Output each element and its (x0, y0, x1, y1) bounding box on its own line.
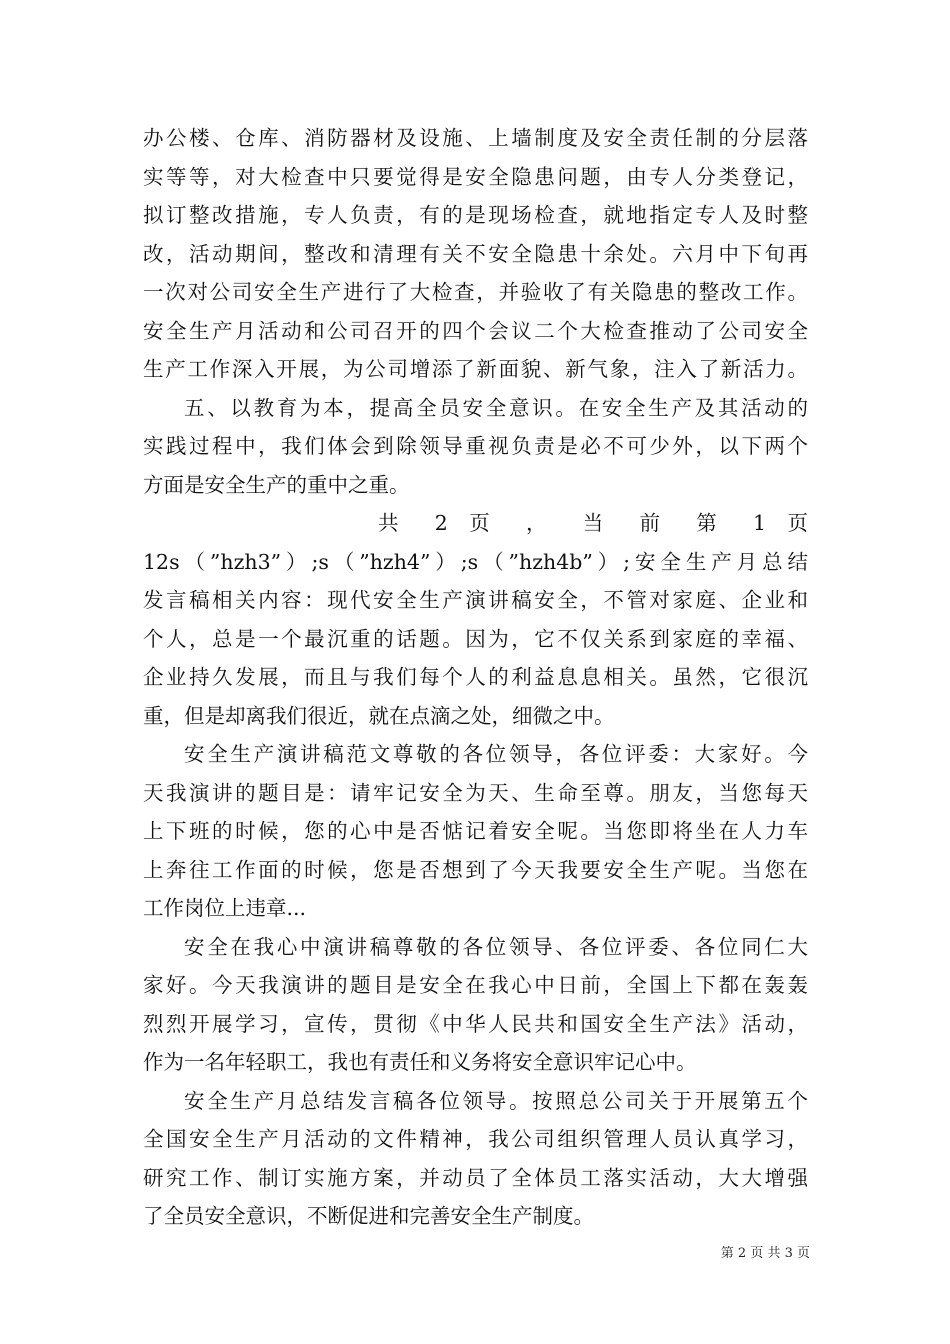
text-line: 全国安全生产月活动的文件精神，我公司组织管理人员认真学习， (143, 1127, 808, 1151)
text-line: 生产工作深入开展，为公司增添了新面貌、新气象，注入了新活力。 (143, 357, 808, 381)
text-line: 作为一名年轻职工，我也有责任和义务将安全意识牢记心中。 (143, 1050, 697, 1074)
text-line: 拟订整改措施，专人负责，有的是现场检查，就地指定专人及时整 (143, 203, 808, 227)
text-line: 烈烈开展学习，宣传，贯彻《中华人民共和国安全生产法》活动， (143, 1011, 808, 1036)
text-line: 天我演讲的题目是：请牢记安全为天、生命至尊。朋友，当您每天 (143, 780, 808, 805)
text-line: 家好。今天我演讲的题目是安全在我心中日前，全国上下都在轰轰 (143, 973, 808, 997)
text-line: 12s（”hzh3”）;s（”hzh4”）;s（”hzh4b”）;安全生产月总结 (143, 549, 808, 574)
text-line: 上下班的时候，您的心中是否惦记着安全呢。当您即将坐在人力车 (143, 819, 808, 843)
paragraph-first-line: 安全在我心中演讲稿尊敬的各位领导、各位评委、各位同仁大 (184, 934, 808, 959)
inline-page-counter: 共 2 页 ， 当 前 第 1 页 (378, 511, 808, 535)
text-line: 个人，总是一个最沉重的话题。因为，它不仅关系到家庭的幸福、 (143, 626, 808, 651)
document-body (143, 119, 808, 1236)
text-line: 一次对公司安全生产进行了大检查，并验收了有关隐患的整改工作。 (143, 280, 808, 304)
text-line: 方面是安全生产的重中之重。 (143, 472, 410, 497)
text-line: 实等等，对大检查中只要觉得是安全隐患问题，由专人分类登记， (143, 164, 808, 189)
text-line: 改，活动期间，整改和清理有关不安全隐患十余处。六月中下旬再 (143, 241, 808, 266)
text-line: 办公楼、仓库、消防器材及设施、上墙制度及安全责任制的分层落 (143, 126, 808, 150)
text-line: 发言稿相关内容：现代安全生产演讲稿安全，不管对家庭、企业和 (143, 588, 808, 612)
text-line: 研究工作、制订实施方案，并动员了全体员工落实活动，大大增强 (143, 1165, 808, 1190)
text-line: 上奔往工作面的时候，您是否想到了今天我要安全生产呢。当您在 (143, 857, 808, 882)
text-line: 了全员安全意识，不断促进和完善安全生产制度。 (143, 1204, 594, 1228)
text-line: 实践过程中，我们体会到除领导重视负责是必不可少外，以下两个 (143, 434, 808, 458)
page-footer-number: 第 2 页 共 3 页 (720, 1246, 810, 1261)
text-line: 重，但是却离我们很近，就在点滴之处，细微之中。 (143, 703, 615, 728)
paragraph-first-line: 安全生产演讲稿范文尊敬的各位领导，各位评委：大家好。今 (184, 742, 808, 766)
text-line: 企业持久发展，而且与我们每个人的利益息息相关。虽然，它很沉 (143, 665, 808, 689)
paragraph-first-line: 安全生产月总结发言稿各位领导。按照总公司关于开展第五个 (184, 1088, 808, 1113)
text-line: 工作岗位上违章... (143, 896, 307, 920)
paragraph-first-line: 五、以教育为本，提高全员安全意识。在安全生产及其活动的 (184, 395, 808, 420)
text-line: 安全生产月活动和公司召开的四个会议二个大检查推动了公司安全 (143, 318, 808, 343)
